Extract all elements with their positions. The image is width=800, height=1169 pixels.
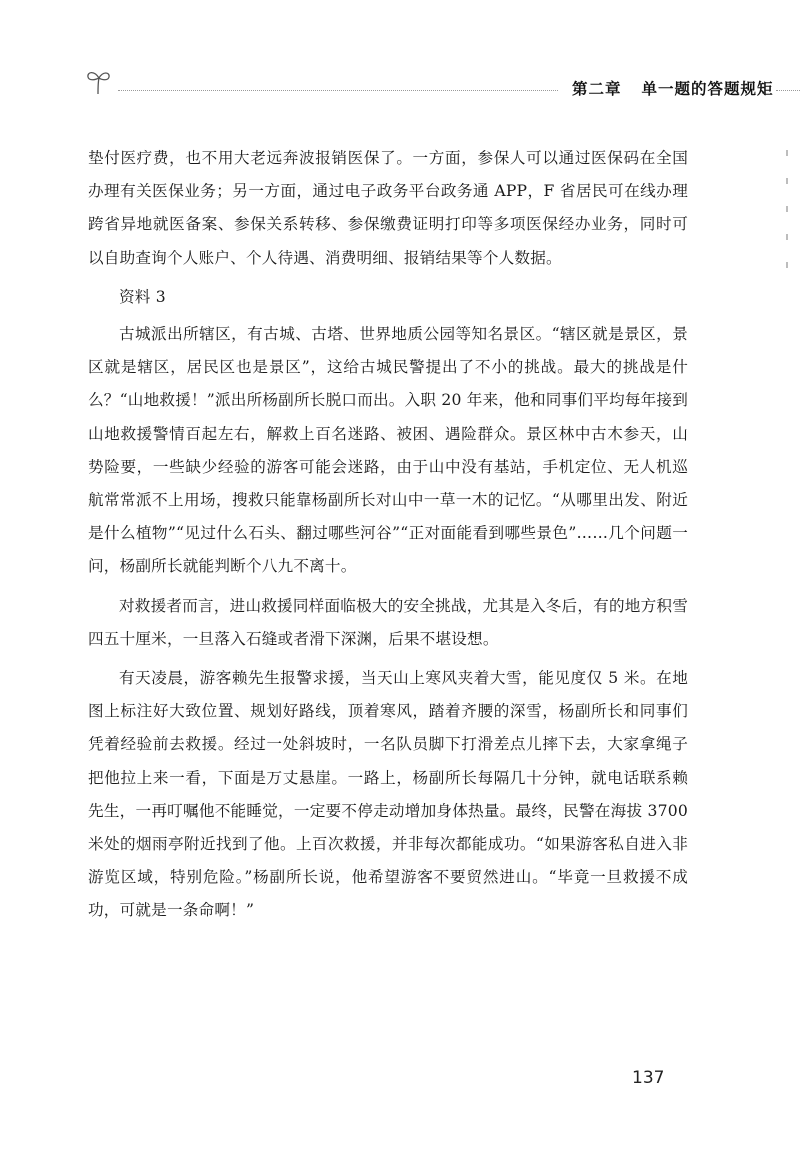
header-title xyxy=(572,77,774,99)
header-rule-left xyxy=(118,90,558,91)
paragraph: 古城派出所辖区，有古城、古塔、世界地质公园等知名景区。“辖区就是景区，景区就是辖区，居民区也是景区”，这给古城民警提出了不小的挑战。最大的挑战是什么？“山地救援！”派出所杨副所长脱口而出。入职 20 年来，他和同事们平均每年接到山地救援警情百起左右，解救上百名迷路、被困、遇险群众。景区林中古木参天，山势险要，一些缺少经验的游客可能会迷路，由于山中没有基站，手机定位、无人机巡航常常派不上用场，搜救只能靠杨副所长对山中一草一木的记忆。“从哪里出发、附近是什么植物”“见过什么石头、翻过哪些河谷”“正对面能看到哪些景色”……几个问题一问，杨副所长就能判断个八九不离十。 xyxy=(88,325,688,576)
running-header xyxy=(84,64,788,104)
section-label: 资料 3 xyxy=(119,287,166,306)
page-number: 137 xyxy=(632,1068,665,1088)
paragraph: 有天凌晨，游客赖先生报警求援，当天山上寒风夹着大雪，能见度仅 5 米。在地图上标注好大致位置、规划好路线，顶着寒风，踏着齐腰的深雪，杨副所长和同事们凭着经验前去救援。经过一处斜坡时，一名队员脚下打滑差点儿摔下去，大家拿绳子把他拉上来一看，下面是万丈悬崖。一路上，杨副所长每隔几十分钟，就电话联系赖先生，一再叮嘱他不能睡觉，一定要不停走动增加身体热量。最终，民警在海拔 3700 米处的烟雨亭附近找到了他。上百次救援，并非每次都能成功。“如果游客私自进入非游览区域，特别危险。”杨副所长说，他希望游客不要贸然进山。“毕竟一旦救援不成功，可就是一条命啊！” xyxy=(88,669,688,920)
paragraph: 垫付医疗费，也不用大老远奔波报销医保了。一方面，参保人可以通过医保码在全国办理有关医保业务；另一方面，通过电子政务平台政务通 APP，F 省居民可在线办理跨省异地就医备案、参保关系转移、参保缴费证明打印等多项医保经办业务，同时可以自助查询个人账户、个人待遇、消费明细、报销结果等个人数据。 xyxy=(88,149,688,267)
paragraph: 对救援者而言，进山救援同样面临极大的安全挑战，尤其是入冬后，有的地方积雪四五十厘米，一旦落入石缝或者滑下深渊，后果不堪设想。 xyxy=(88,596,688,648)
body-text xyxy=(88,142,688,934)
chapter-label: 第二章 xyxy=(572,80,622,98)
chapter-title: 单一题的答题规矩 xyxy=(641,80,774,98)
scan-edge-marks xyxy=(783,150,791,310)
sprout-icon xyxy=(84,66,114,96)
header-rule-right xyxy=(776,90,800,91)
